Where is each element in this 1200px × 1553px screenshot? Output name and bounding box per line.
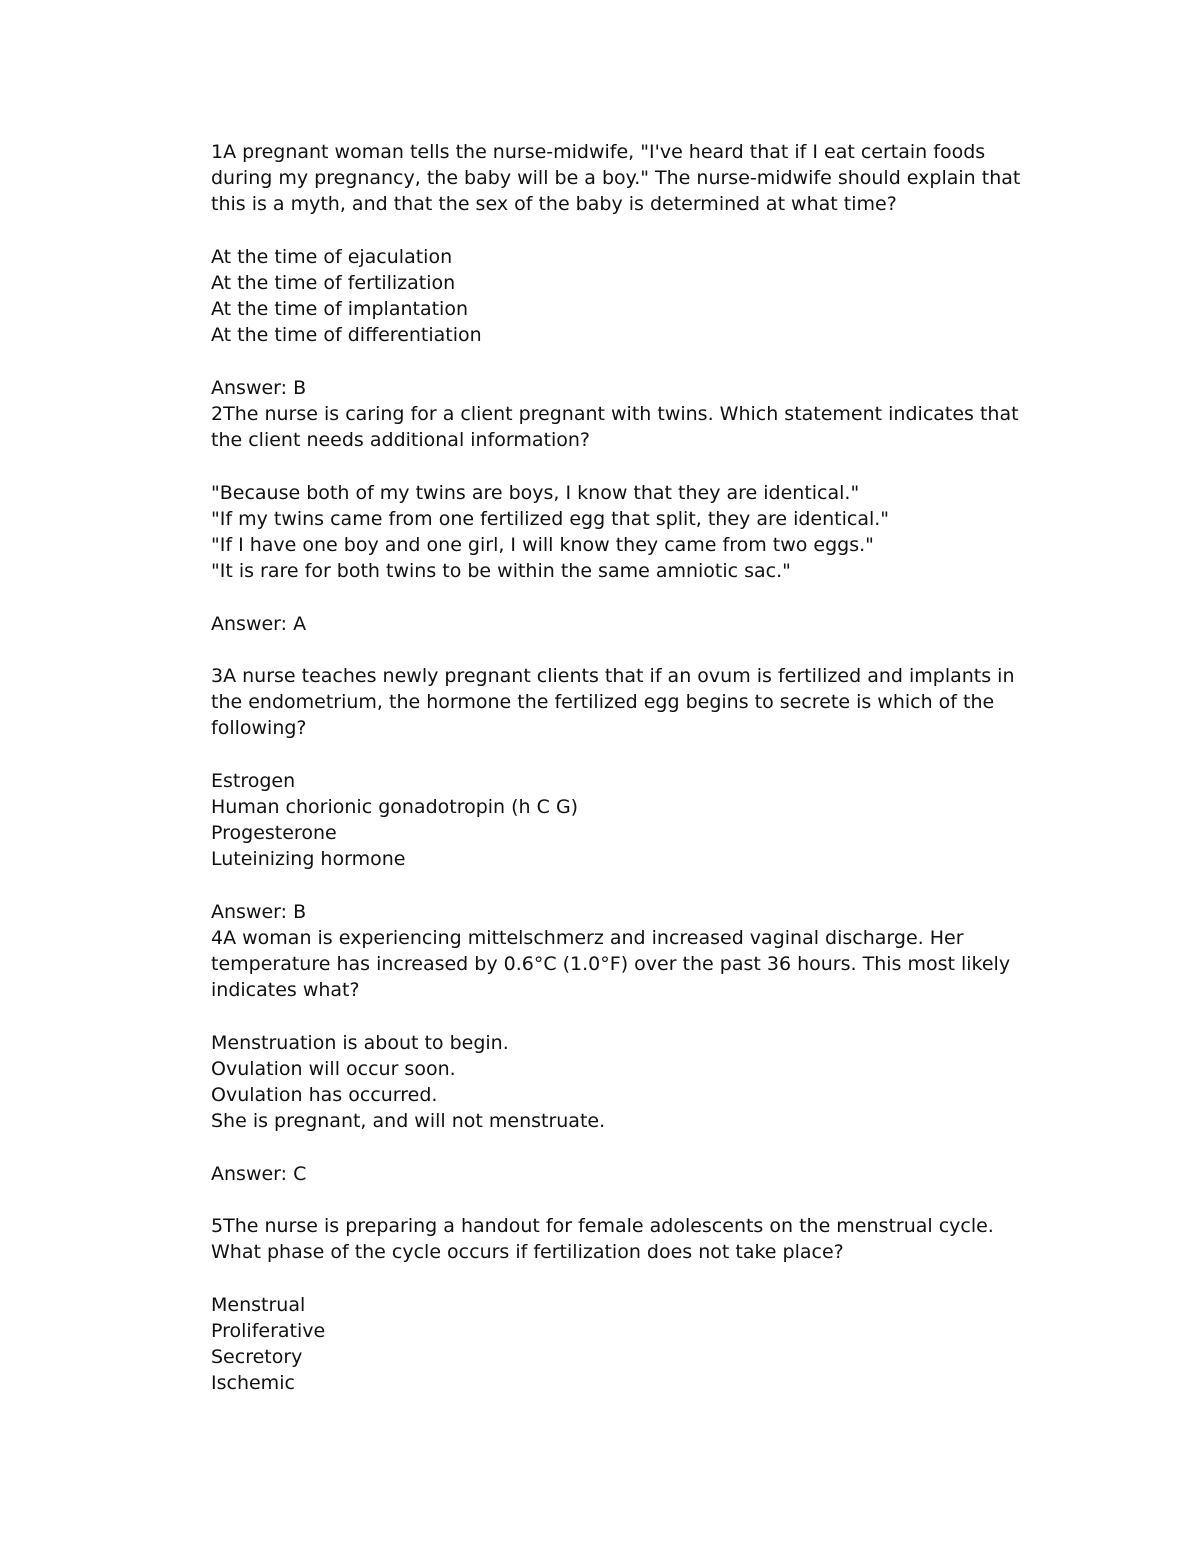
document-page — [211, 139, 1071, 1397]
question-stem-line: this is a myth, and that the sex of the baby is determined at what time? — [211, 193, 897, 216]
question-2-answer: Answer: A — [211, 612, 307, 635]
answer-option: "If I have one boy and one girl, I will know they came from two eggs." — [211, 534, 874, 556]
question-3-answer: Answer: B — [211, 900, 307, 923]
answer-option: Luteinizing hormone — [211, 848, 406, 871]
question-4-options — [211, 1030, 1071, 1135]
question-stem-line: following? — [211, 717, 307, 740]
answer-option: "Because both of my twins are boys, I know that they are identical." — [211, 481, 860, 504]
answer-option: Proliferative — [211, 1319, 326, 1342]
blank-line — [211, 742, 1071, 768]
answer-option: Ischemic — [211, 1372, 295, 1395]
answer-option: Progesterone — [211, 822, 337, 845]
answer-option: "If my twins came from one fertilized egg that split, they are identical." — [211, 507, 890, 530]
blank-line — [211, 453, 1071, 479]
answer-option: Human chorionic gonadotropin (h C G) — [211, 795, 579, 818]
question-stem-line: 1A pregnant woman tells the nurse-midwife, "I've heard that if I eat certain foods — [211, 141, 986, 163]
answer-option: Ovulation will occur soon. — [211, 1057, 456, 1080]
blank-line — [211, 584, 1071, 610]
blank-line — [211, 1266, 1071, 1292]
question-4-answer: Answer: C — [211, 1162, 307, 1185]
answer-option: Menstrual — [211, 1293, 306, 1316]
blank-line — [211, 1135, 1071, 1161]
question-1-stem — [211, 139, 1071, 218]
question-stem-line: 3A nurse teaches newly pregnant clients that if an ovum is fertilized and implants in — [211, 664, 1015, 687]
question-2-options — [211, 480, 1071, 585]
question-stem-line: 4A woman is experiencing mittelschmerz and increased vaginal discharge. Her — [211, 926, 964, 949]
answer-option: At the time of ejaculation — [211, 245, 453, 268]
blank-line — [211, 1187, 1071, 1213]
question-3-stem — [211, 663, 1071, 742]
blank-line — [211, 349, 1071, 375]
question-3-options — [211, 768, 1071, 873]
question-1-options — [211, 244, 1071, 349]
question-stem-line: the client needs additional information? — [211, 429, 591, 452]
question-stem-line: during my pregnancy, the baby will be a boy." The nurse-midwife should explain that — [211, 167, 1021, 190]
question-stem-line: 5The nurse is preparing a handout for female adolescents on the menstrual cycle. — [211, 1215, 994, 1238]
answer-option: Estrogen — [211, 769, 296, 792]
question-stem-line: What phase of the cycle occurs if fertilization does not take place? — [211, 1241, 844, 1264]
question-1-answer: Answer: B — [211, 376, 307, 399]
answer-option: At the time of differentiation — [211, 324, 482, 347]
blank-line — [211, 218, 1071, 244]
answer-option: She is pregnant, and will not menstruate. — [211, 1110, 606, 1133]
answer-option: Menstruation is about to begin. — [211, 1031, 509, 1054]
question-stem-line: 2The nurse is caring for a client pregnant with twins. Which statement indicates that — [211, 403, 1019, 425]
blank-line — [211, 873, 1071, 899]
answer-option: "It is rare for both twins to be within the same amniotic sac." — [211, 560, 791, 583]
blank-line — [211, 637, 1071, 663]
answer-option: At the time of implantation — [211, 298, 468, 321]
answer-option: Ovulation has occurred. — [211, 1084, 438, 1107]
question-5-options — [211, 1292, 1071, 1397]
answer-option: At the time of fertilization — [211, 272, 456, 294]
question-stem-line: temperature has increased by 0.6°C (1.0°F) over the past 36 hours. This most likely — [211, 953, 1011, 976]
question-2-stem — [211, 401, 1071, 453]
question-5-stem — [211, 1213, 1071, 1265]
answer-option: Secretory — [211, 1346, 303, 1369]
question-stem-line: indicates what? — [211, 979, 360, 1002]
blank-line — [211, 1004, 1071, 1030]
question-stem-line: the endometrium, the hormone the fertilized egg begins to secrete is which of the — [211, 691, 995, 714]
question-4-stem — [211, 925, 1071, 1004]
